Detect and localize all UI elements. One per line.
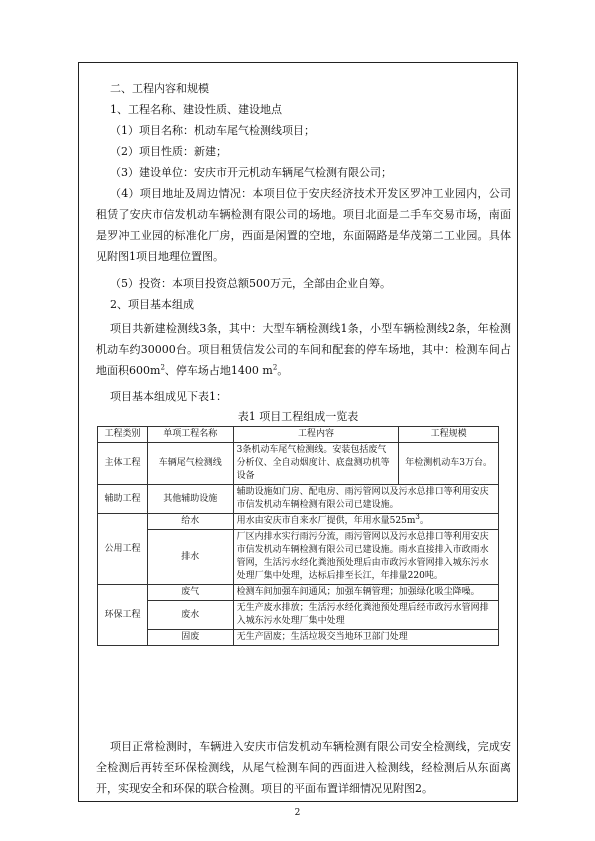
header-category: 工程类别: [98, 427, 148, 443]
cell-item: 其他辅助设施: [147, 485, 233, 514]
cell-item: 废气: [147, 585, 233, 601]
subheading-name: 1、工程名称、建设性质、建设地点: [110, 103, 282, 116]
item-project-name: （1）项目名称：机动车尾气检测线项目；: [110, 124, 315, 137]
sup-cube: 3: [415, 513, 420, 521]
item-builder: （3）建设单位：安庆市开元机动车辆尾气检测有限公司；: [110, 166, 392, 179]
sup-square-2: 2: [272, 363, 278, 372]
cell-item: 排水: [147, 530, 233, 585]
page-number: 2: [294, 808, 301, 818]
item-investment: （5）投资：本项目投资总额500万元，全部由企业自筹。: [110, 277, 391, 290]
table-row: [98, 585, 499, 601]
section-heading-scope: 二、工程内容和规模: [110, 82, 209, 95]
table-caption: 表1 项目工程组成一览表: [237, 410, 359, 423]
composition-text-c: 。: [277, 364, 289, 377]
sup-square-1: 2: [160, 363, 165, 372]
cell-content: 检测车间加强车间通风；加强车辆管理；加强绿化吸尘降噪。: [233, 585, 498, 601]
cell-item: 车辆尾气检测线: [147, 443, 233, 485]
cell-category: 公用工程: [98, 514, 148, 585]
cell-item: 废水: [147, 601, 233, 630]
cell-category: 辅助工程: [98, 485, 148, 514]
item-project-nature: （2）项目性质：新建；: [110, 145, 227, 158]
cell-item: 给水: [147, 514, 233, 530]
cell-category: 环保工程: [98, 585, 148, 646]
subheading-composition: 2、项目基本组成: [110, 298, 194, 311]
table-row: [98, 530, 499, 585]
cell-content: 厂区内排水实行雨污分流，雨污管网以及污水总排口等利用安庆市信发机动车辆检测有限公司已建设施。雨水直接排入市政雨水管网，生活污水经化粪池预处理后由市政污水管网排入城东污水处理厂集中处理，达标后排至长江，年排量220吨。: [233, 530, 498, 585]
cell-content: 无生产固废；生活垃圾交当地环卫部门处理: [233, 630, 498, 646]
cell-category: 主体工程: [98, 443, 148, 485]
table-row: [98, 630, 499, 646]
cell-content: 无生产废水排放；生活污水经化粪池预处理后经市政污水管网排入城东污水处理厂集中处理: [233, 601, 498, 630]
cell-content: 3条机动车尾气检测线。安装包括废气分析仪、全自动烟度计、底盘测功机等设备: [233, 443, 399, 485]
table-intro: 项目基本组成见下表1：: [110, 390, 227, 403]
item-site: （4）项目地址及周边情况：本项目位于安庆经济技术开发区罗冲工业园内，公司租赁了安庆市信发机动车辆检测有限公司的场地。项目北面是二手车交易市场，南面是罗冲工业园的标准化厂房，西面是闲置的空地，东面隔路是华茂第二工业园。具体见附图1项目地理位置图。: [96, 187, 511, 263]
project-composition-table: [97, 426, 499, 646]
header-scale: 工程规模: [399, 427, 499, 443]
cell-content: 辅助设施如门房、配电房、雨污管网以及污水总排口等利用安庆市信发机动车辆检测有限公司已建设施。: [233, 485, 498, 514]
composition-paragraph: [96, 318, 511, 381]
header-item: 单项工程名称: [147, 427, 233, 443]
table-row: [98, 443, 499, 485]
header-content: 工程内容: [233, 427, 399, 443]
composition-text-b: 、停车场占地1400 m: [164, 364, 273, 377]
composition-text-a: 项目共新建检测线3条，其中：大型车辆检测线1条，小型车辆检测线2条，年检测机动车约30000台。项目租赁信发公司的车间和配套的停车场地，其中：检测车间占地面积600m: [96, 322, 511, 377]
table-row: [98, 514, 499, 530]
cell-item: 固废: [147, 630, 233, 646]
closing-paragraph: 项目正常检测时，车辆进入安庆市信发机动车辆检测有限公司安全检测线，完成安全检测后再转至环保检测线，从尾气检测车间的西面进入检测线，经检测后从东面离开，实现安全和环保的联合检测。项目的平面布置详细情况见附图2。: [96, 740, 511, 795]
cell-content: [233, 514, 498, 530]
water-text: 用水由安庆市自来水厂提供，年用水量525m: [236, 516, 416, 526]
table-row: [98, 485, 499, 514]
table-row: [98, 601, 499, 630]
water-text-end: 。: [419, 516, 429, 526]
table-header-row: [98, 427, 499, 443]
cell-scale: 年检测机动车3万台。: [399, 443, 499, 485]
